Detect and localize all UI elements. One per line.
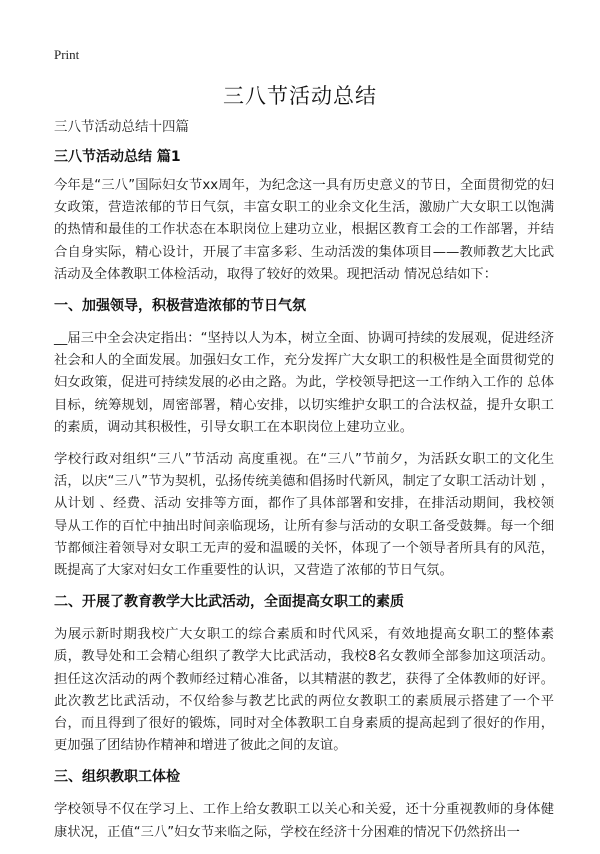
section-1-paragraph-2: 学校行政对组织“三八”节活动 高度重视。在“三八”节前夕，为活跃女职工的文化生活，以庆“三八”节为契机，弘扬传统美德和倡扬时代新风，制定了女职工活动计划 ，从计划 、经费、活动 安排等方面，都作了具体部署和安排，在排活动期间，我校领导从工作的百忙中抽出时间亲临现场，让所有参与活动的女职工备受鼓舞。每一个细节都倾注着领导对女职工无声的爱和温暖的关怀，体现了一个领导者所具有的风范，既提高了大家对妇女工作重要性的认识，又营造了浓郁的节日气氛。 <box>54 452 554 579</box>
section-heading-2: 二、开展了教育教学大比武活动，全面提高女职工的素质 <box>54 594 404 611</box>
section-1-paragraph-1: __届三中全会决定指出：“坚持以人为本，树立全面、协调可持续的发展观，促进经济社会和人的全面发展。加强妇女工作，充分发挥广大女职工的积极性是全面贯彻党的妇女政策，促进可持续发展的必由之路。为此，学校领导把这一工作纳入工作的 总体目标，统筹规划，周密部署，精心安排，以切实维护女职工的合法权益，提升女职工的素质，调动其积极性，引导女职工在本职岗位上建功立业。 <box>54 331 554 435</box>
document-title: 三八节活动总结 <box>223 84 377 108</box>
section-heading-3: 三、组织教职工体检 <box>54 769 180 786</box>
document-subtitle: 三八节活动总结十四篇 <box>54 119 189 135</box>
section-3-paragraph-1: 学校领导不仅在学习上、工作上给女教职工以关心和关爱，还十分重视教师的身体健康状况，正值“三八”妇女节来临之际，学校在经济十分困难的情况下仍然挤出一 <box>54 802 554 840</box>
document-body <box>54 117 554 854</box>
print-link[interactable]: Print <box>54 47 80 62</box>
intro-paragraph: 今年是“三八”国际妇女节xx周年，为纪念这一具有历史意义的节日，全面贯彻党的妇女政策，营造浓郁的节日气氛，丰富女职工的业余文化生活，激励广大女职工以饱满的热情和最佳的工作状态在本职岗位上建功立业，根据区教育工会的工作部署，并结合自身实际，精心设计，开展了丰富多彩、生动活泼的集体项目——教师教艺大比武活动及全体教职工体检活动，取得了较好的效果。现把活动 情况总结如下： <box>54 178 554 282</box>
section-heading-1: 一、加强领导，积极营造浓郁的节日气氛 <box>54 298 306 315</box>
section-2-paragraph-1: 为展示新时期我校广大女职工的综合素质和时代风采，有效地提高女职工的整体素质，教导处和工会精心组织了教学大比武活动，我校8名女教师全部参加这项活动。担任这次活动的两个教师经过精心准备，以其精湛的教艺，获得了全体教师的好评。此次教艺比武活动，不仅给参与教艺比武的两位女教职工的素质展示搭建了一个平台，而且得到了很好的锻炼，同时对全体教职工自身素质的提高起到了很好的作用，更加强了团结协作精神和增进了彼此之间的友谊。 <box>54 627 554 754</box>
part-heading: 三八节活动总结 篇1 <box>54 149 181 165</box>
